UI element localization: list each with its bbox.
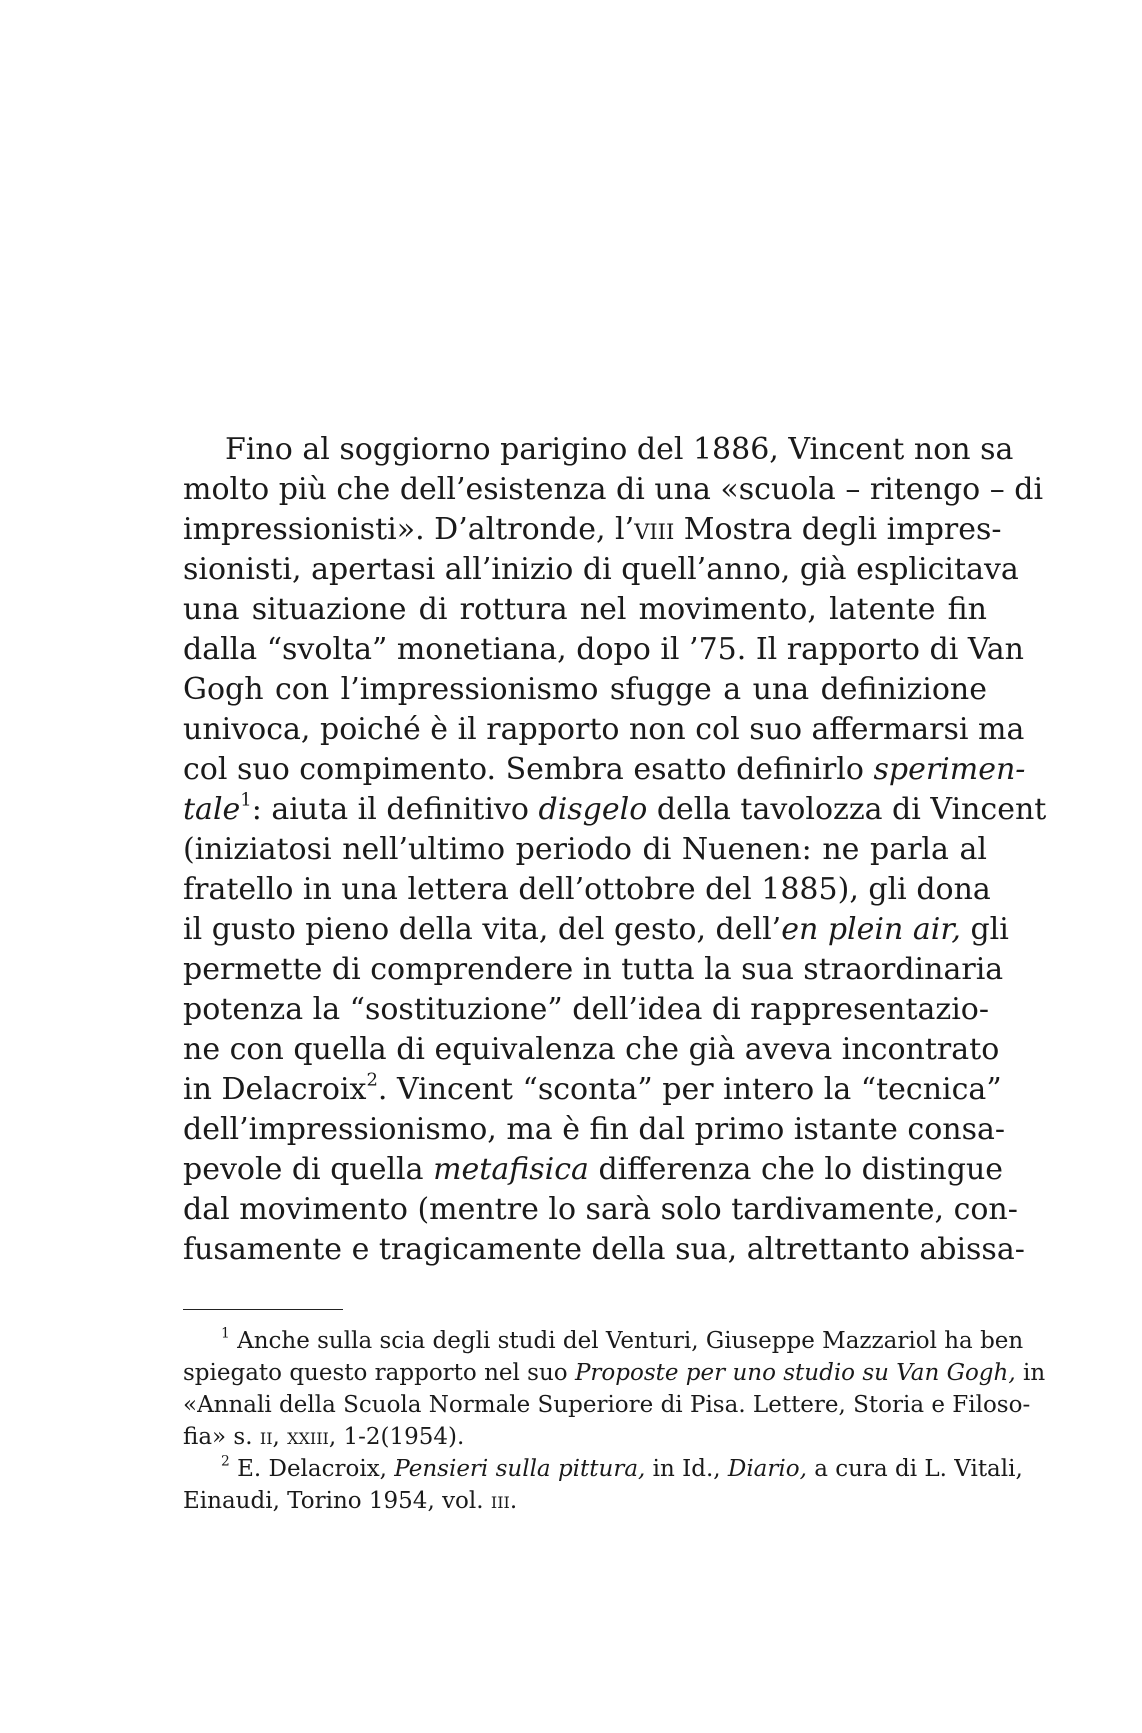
- body-line: Fino al soggiorno parigino del 1886, Vincent non sa: [225, 432, 1014, 467]
- footnote-separator: [183, 1309, 343, 1310]
- body-line: dalla “svolta” monetiana, dopo il ’75. Il rapporto di Van: [183, 632, 1024, 667]
- italic-term: disgelo: [538, 792, 648, 827]
- footnote-2: $^2$ E. Delacroix, Pensieri sulla pittura, in Id., Diario, a cura di L. Vitali,: [221, 1453, 1023, 1482]
- italic-term: en plein air,: [781, 912, 961, 947]
- body-line: ne con quella di equivalenza che già aveva incontrato: [183, 1032, 1000, 1067]
- body-line: fusamente e tragicamente della sua, altrettanto abissa-: [183, 1232, 1025, 1267]
- body-line: dell’impressionismo, ma è fin dal primo istante consa-: [183, 1112, 1005, 1147]
- footnote-line: fia» s. ii, xxiii, 1-2(1954).: [183, 1424, 465, 1450]
- footnote-line: «Annali della Scuola Normale Superiore di Pisa. Lettere, Storia e Filoso-: [183, 1392, 1031, 1418]
- footnote-1: $^1$ Anche sulla scia degli studi del Venturi, Giuseppe Mazzariol ha ben: [221, 1325, 1024, 1354]
- body-line: una situazione di rottura nel movimento, latente fin: [183, 592, 987, 627]
- body-line: il gusto pieno della vita, del gesto, dell’en plein air, gli: [183, 912, 1009, 947]
- body-line: permette di comprendere in tutta la sua straordinaria: [183, 952, 1004, 987]
- body-line: dal movimento (mentre lo sarà solo tardivamente, con-: [183, 1192, 1018, 1227]
- body-line: sionisti, apertasi all’inizio di quell’anno, già esplicitava: [183, 552, 1019, 587]
- body-line: (iniziatosi nell’ultimo periodo di Nuenen: ne parla al: [183, 832, 987, 867]
- body-text: [183, 430, 1047, 1270]
- body-line: Gogh con l’impressionismo sfugge a una definizione: [183, 672, 987, 707]
- footnote-line: spiegato questo rapporto nel suo Proposte per uno studio su Van Gogh, in: [183, 1360, 1046, 1386]
- body-line: col suo compimento. Sembra esatto definirlo sperimen-: [183, 752, 1026, 787]
- footnote-line: Einaudi, Torino 1954, vol. iii.: [183, 1488, 518, 1514]
- footnotes: [183, 1325, 1046, 1517]
- italic-term: sperimen-: [873, 752, 1026, 787]
- body-line: pevole di quella metafisica differenza che lo distingue: [183, 1152, 1004, 1187]
- footnote-ref-2[interactable]: 2: [366, 1069, 378, 1091]
- body-line: fratello in una lettera dell’ottobre del 1885), gli dona: [183, 872, 991, 907]
- italic-term: metafisica: [433, 1152, 589, 1187]
- body-line: potenza la “sostituzione” dell’idea di rappresentazio-: [183, 992, 990, 1027]
- body-line: impressionisti». D’altronde, l’viii Mostra degli impres-: [183, 512, 1002, 547]
- body-line: tale$^1$: aiuta il definitivo disgelo della tavolozza di Vincent: [183, 789, 1047, 827]
- footnote-ref-1[interactable]: 1: [240, 789, 252, 811]
- body-line: univoca, poiché è il rapporto non col suo affermarsi ma: [183, 712, 1025, 747]
- body-line: in Delacroix$^2$. Vincent “sconta” per intero la “tecnica”: [183, 1069, 1002, 1107]
- body-line: molto più che dell’esistenza di una «scuola – ritengo – di: [183, 472, 1044, 507]
